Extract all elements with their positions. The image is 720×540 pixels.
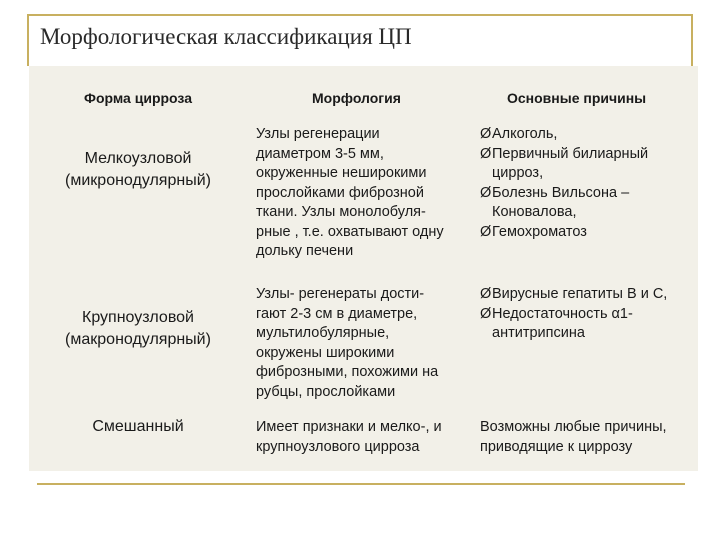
title-frame-right <box>691 14 693 66</box>
row1-form-line: (микронодулярный) <box>65 172 211 189</box>
header-causes: Основные причины <box>507 90 647 106</box>
cause-line: Недостаточность α1- <box>492 305 633 322</box>
row2-morph-line: окружены широкими <box>256 344 395 361</box>
bullet-arrow-icon: Ø <box>480 126 492 142</box>
cause-line: Алкоголь, <box>492 126 558 142</box>
row3-morph-line: Имеет признаки и мелко-, и <box>256 419 442 435</box>
header-form: Форма цирроза <box>84 90 192 106</box>
cause-line: Первичный билиарный <box>492 145 649 162</box>
row2-morph-line: мультилобулярные, <box>256 325 390 341</box>
row3-morph-line: крупноузлового цирроза <box>256 438 420 455</box>
title-frame-left <box>27 14 29 66</box>
slide-title: Морфологическая классификация ЦП <box>40 24 412 49</box>
row2-morph-line: Узлы- регенераты дости- <box>256 286 425 302</box>
cause-line: Коновалова, <box>492 204 577 220</box>
row1-morph-line: ткани. Узлы монолобуля- <box>256 204 426 220</box>
row3-cause-line: приводящие к циррозу <box>480 438 633 455</box>
bottom-divider <box>37 483 685 485</box>
row1-morph-line: дольку печени <box>256 243 354 259</box>
cause-line: антитрипсина <box>492 325 585 341</box>
cause-line: цирроз, <box>492 165 544 181</box>
row1-morph-line: прослойками фиброзной <box>256 184 424 201</box>
cause-item <box>480 125 695 145</box>
row2-form <box>38 307 238 351</box>
bullet-arrow-icon: Ø <box>480 145 492 162</box>
cause-item <box>480 145 695 184</box>
row2-morph-line: рубцы, прослойками <box>256 383 396 400</box>
cause-line: Вирусные гепатиты В и С, <box>492 286 668 302</box>
row2-form-line: Крупноузловой <box>82 309 194 326</box>
row3-morphology <box>256 418 470 457</box>
row1-form-line: Мелкоузловой <box>84 150 192 167</box>
row3-cause-line: Возможны любые причины, <box>480 419 667 435</box>
row2-morphology <box>256 285 470 402</box>
bullet-arrow-icon: Ø <box>480 286 492 302</box>
row1-morphology <box>256 125 470 262</box>
title-frame-top <box>27 14 693 16</box>
cause-item <box>480 223 695 243</box>
cause-item <box>480 305 695 344</box>
bullet-arrow-icon: Ø <box>480 184 492 201</box>
cause-item <box>480 285 695 305</box>
row2-morph-line: фиброзными, похожими на <box>256 364 439 380</box>
cause-line: Болезнь Вильсона – <box>492 184 630 201</box>
row1-morph-line: диаметром 3-5 мм, <box>256 145 384 162</box>
row2-causes <box>480 285 695 344</box>
bullet-arrow-icon: Ø <box>480 223 492 240</box>
cause-line: Гемохроматоз <box>492 223 587 240</box>
row2-form-line: (макронодулярный) <box>65 331 211 348</box>
row1-morph-line: окруженные неширокими <box>256 165 427 181</box>
row1-morph-line: рные , т.е. охватывают одну <box>256 223 444 240</box>
row1-form <box>38 148 238 192</box>
row1-causes <box>480 125 695 242</box>
row3-form <box>38 416 238 438</box>
cause-item <box>480 184 695 223</box>
row3-causes <box>480 418 695 457</box>
header-morphology: Морфология <box>312 90 401 106</box>
row3-form-line: Смешанный <box>92 418 184 435</box>
row2-morph-line: гают 2-3 см в диаметре, <box>256 305 418 322</box>
bullet-arrow-icon: Ø <box>480 305 492 322</box>
row1-morph-line: Узлы регенерации <box>256 126 380 142</box>
